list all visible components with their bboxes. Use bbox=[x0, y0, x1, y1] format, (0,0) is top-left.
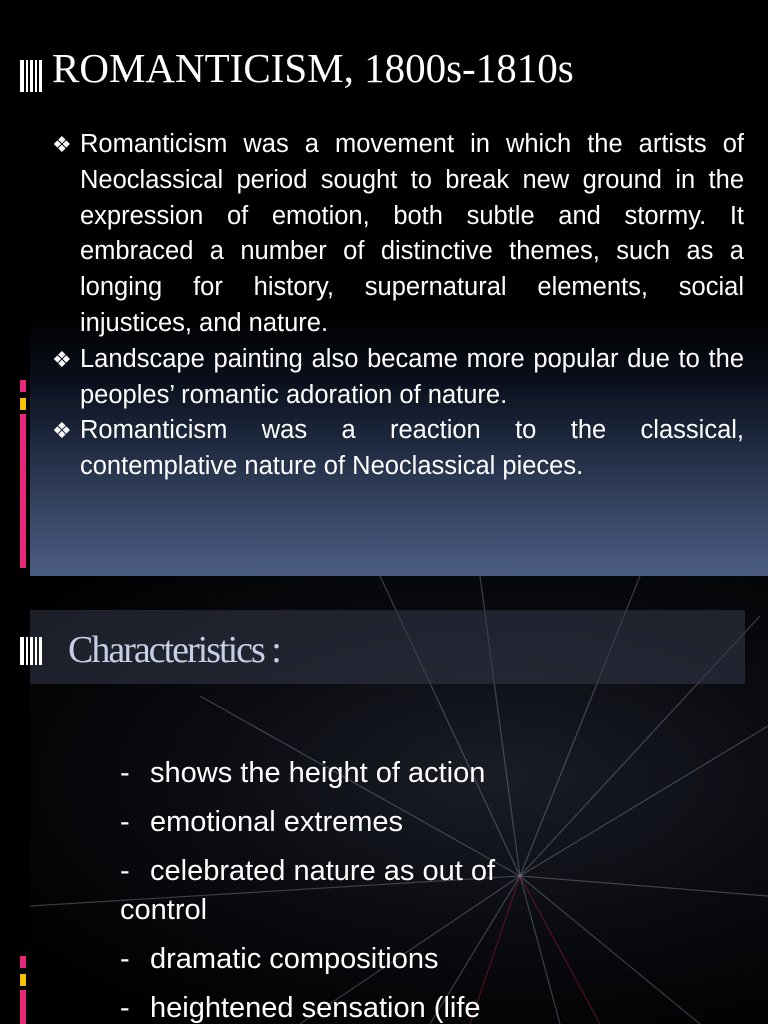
characteristics-list bbox=[120, 754, 590, 1024]
slide-characteristics bbox=[0, 576, 768, 1024]
list-item bbox=[52, 342, 744, 414]
accent-marker bbox=[20, 956, 26, 1024]
list-item: - emotional extremes bbox=[120, 806, 404, 838]
diamond-bullet-icon: ❖ bbox=[52, 132, 72, 157]
list-item bbox=[52, 413, 744, 485]
bullet-list bbox=[52, 127, 744, 485]
bullet-text: Landscape painting also became more popular due to the peoples’ romantic adoration of nature. bbox=[80, 344, 744, 409]
bullet-text: Romanticism was a reaction to the classical, contemplative nature of Neoclassical pieces. bbox=[80, 416, 744, 481]
bullet-text: Romanticism was a movement in which the artists of Neoclassical period sought to break new ground in the expression of emotion, both subtle and stormy. It embraced a number of distinctive themes, such as a longing for history, supernatural elements, social injustices, and nature. bbox=[80, 130, 744, 337]
list-item bbox=[52, 127, 744, 342]
characteristics-heading: Characteristics : bbox=[68, 629, 280, 671]
list-item: - heightened sensation (life bbox=[120, 992, 481, 1024]
diamond-bullet-icon: ❖ bbox=[52, 418, 72, 444]
slide-title: ROMANTICISM, 1800s-1810s bbox=[52, 45, 574, 91]
list-item: - dramatic compositions bbox=[120, 943, 439, 975]
list-item: - shows the height of action bbox=[120, 757, 486, 789]
list-item: - celebrated nature as out of control bbox=[120, 855, 496, 926]
diamond-bullet-icon: ❖ bbox=[52, 346, 72, 372]
title-bars-icon bbox=[20, 60, 42, 92]
title-bars-icon bbox=[20, 637, 42, 665]
accent-marker bbox=[20, 380, 26, 568]
